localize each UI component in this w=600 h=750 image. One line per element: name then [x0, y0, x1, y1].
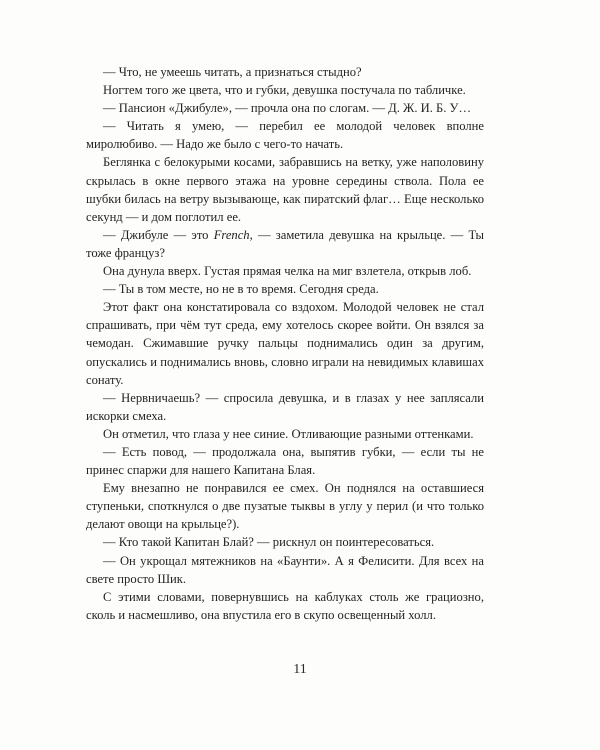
paragraph: Ему внезапно не понравился ее смех. Он поднялся на оставшиеся ступеньки, споткнулся о две пузатые тыквы в углу у перил (и что только делают овощи на крыльце?).: [86, 481, 484, 532]
paragraph: Беглянка с белокурыми косами, забравшись на ветку, уже наполовину скрылась в окне первого этажа на уровне середины ствола. Пола ее шубки билась на ветру вызывающе, как пиратский флаг… Еще несколько секунд — и дом поглотил ее.: [86, 155, 484, 224]
italic-word: French: [213, 227, 250, 242]
paragraph: — Джибуле — это French, — заметила девушка на крыльце. — Ты тоже француз?: [86, 227, 484, 260]
paragraph: — Что, не умеешь читать, а признаться стыдно?: [103, 65, 362, 79]
paragraph: — Есть повод, — продолжала она, выпятив губки, — если ты не принес спаржи для нашего Капитана Блая.: [86, 444, 484, 478]
paragraph: — Пансион «Джибуле», — прочла она по слогам. — Д. Ж. И. Б. У…: [103, 101, 472, 116]
paragraph: — Нервничаешь? — спросила девушка, и в глазах у нее заплясали искорки смеха.: [86, 390, 484, 423]
paragraph: Ногтем того же цвета, что и губки, девушка постучала по табличке.: [103, 83, 466, 98]
page-number: 11: [293, 662, 307, 677]
paragraph: С этими словами, повернувшись на каблуках столь же грациозно, сколь и насмешливо, она впустила его в скупо освещенный холл.: [86, 589, 484, 622]
paragraph: Она дунула вверх. Густая прямая челка на миг взлетела, открыв лоб.: [103, 264, 472, 279]
paragraph: — Читать я умею, — перебил ее молодой человек вполне миролюбиво. — Надо же было с чего-то начать.: [86, 119, 484, 152]
paragraph: Он отметил, что глаза у нее синие. Отливающие разными оттенками.: [103, 426, 474, 441]
paragraph: Этот факт она констатировала со вздохом. Молодой человек не стал спрашивать, при чём тут среда, ему хотелось скорее войти. Он взялся за чемодан. Сжимавшие ручку пальцы поднимались один за другим, опускались и поднимались вновь, словно играли на невидимых клавишах сонату.: [86, 300, 484, 387]
paragraph: — Кто такой Капитан Блай? — рискнул он поинтересоваться.: [103, 535, 435, 550]
paragraph: — Он укрощал мятежников на «Баунти». А я Фелисити. Для всех на свете просто Шик.: [86, 553, 484, 586]
text-block: [86, 63, 484, 624]
paragraph: — Ты в том месте, но не в то время. Сегодня среда.: [103, 282, 379, 297]
